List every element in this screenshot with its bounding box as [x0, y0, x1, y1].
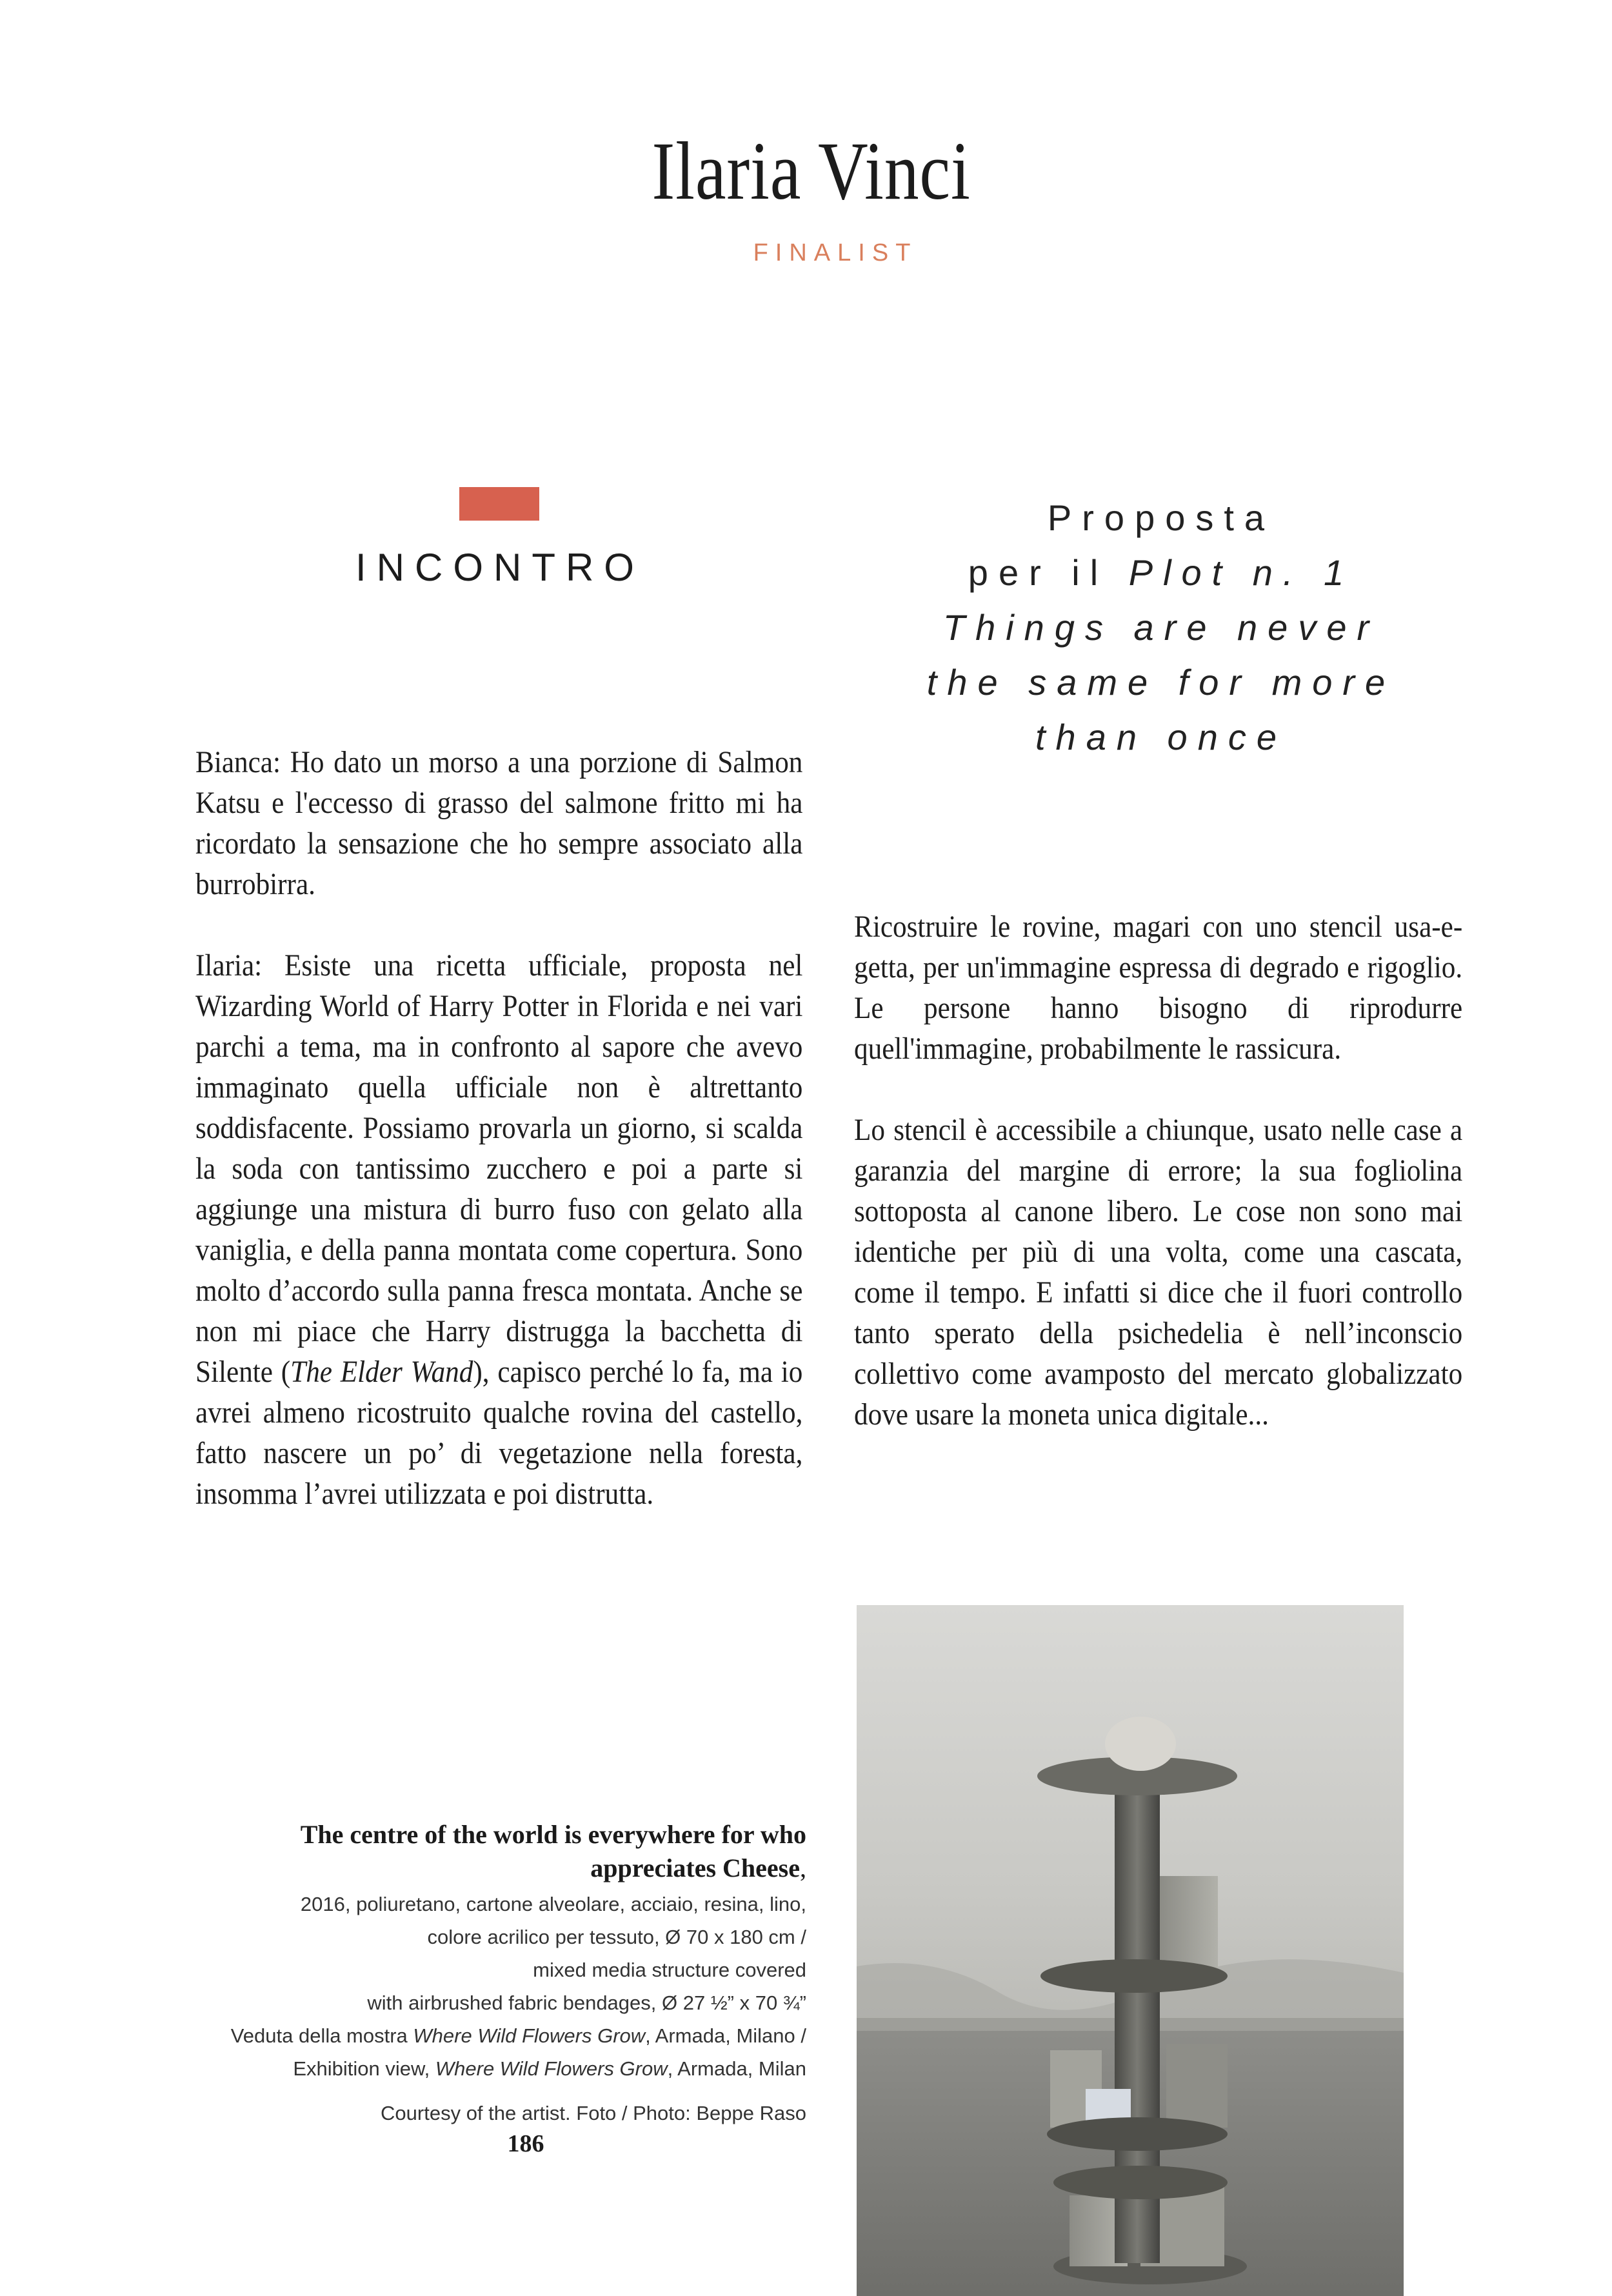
- proposal-line-2-prefix: per il: [968, 552, 1129, 593]
- proposal-text: [854, 906, 1462, 1475]
- caption-line-5: [206, 2019, 806, 2052]
- caption-line-5-suffix: , Armada, Milano /: [645, 2024, 806, 2047]
- paragraph-stencil: Lo stencil è accessibile a chiunque, usato nelle case a garanzia del margine di errore; la sua fogliolina sottoposta al canone libero. Le cose non sono mai identiche per più di una volta, come una cascata, come il tempo. E infatti si dice che il fuori controllo tanto sperato della psichedelia è nell’inconscio collettivo come avamposto del mercato globalizzato dove usare la moneta unica digitale...: [854, 1113, 1463, 1432]
- artist-name: Ilaria Vinci: [652, 125, 971, 217]
- caption-line-5-prefix: Veduta della mostra: [230, 2024, 413, 2047]
- upper-box-1: [1160, 1876, 1218, 1973]
- artwork-caption: [206, 1818, 806, 2130]
- paragraph-bianca: Bianca: Ho dato un morso a una porzione di Salmon Katsu e l'eccesso di grasso del salmone fritto mi ha ricordato la sensazione che ho sempre associato alla burrobirra.: [195, 745, 803, 901]
- caption-line-4: with airbrushed fabric bendages, Ø 27 ½” x 70 ¾”: [367, 1992, 806, 2014]
- caption-title-suffix: ,: [800, 1853, 806, 1882]
- page-number: 186: [507, 2130, 544, 2157]
- proposal-line-4: the same for more: [926, 662, 1396, 703]
- caption-line-3: mixed media structure covered: [533, 1959, 806, 1981]
- upper-disc: [1040, 1959, 1228, 1993]
- proposal-line-5: than once: [1035, 717, 1287, 757]
- paragraph-ilaria-part-1: Ilaria: Esiste una ricetta ufficiale, proposta nel Wizarding World of Harry Potter in Florida e nei vari parchi a tema, ma in confronto al sapore che avevo immaginato quella ufficiale non è altrettanto soddisfacente. Possiamo provarla un giorno, si scalda la soda con tantissimo zucchero e poi a parte si aggiunge una mistura di burro fuso con gelato alla vaniglia, e della panna montata come copertura. Sono molto d’accordo sulla panna fresca montata. Anche se non mi piace che Harry distrugga la bacchetta di Silente (: [195, 948, 803, 1389]
- proposal-line-1: Proposta: [1047, 497, 1275, 538]
- caption-title-text: The centre of the world is everywhere for who appreciates Cheese: [300, 1820, 806, 1882]
- proposal-line-3: Things are never: [942, 607, 1380, 648]
- proposal-plot-number: Plot n. 1: [1128, 552, 1355, 593]
- dialogue-text: [195, 742, 802, 1555]
- middle-disc: [1047, 2117, 1228, 2151]
- accent-bar: [459, 487, 539, 521]
- exhibition-title-en: Where Wild Flowers Grow: [435, 2057, 668, 2080]
- caption-title: [206, 1818, 806, 1885]
- paragraph-ricostruire: Ricostruire le rovine, magari con uno stencil usa-e-getta, per un'immagine espressa di degrado e rigoglio. Le persone hanno bisogno di riprodurre quell'immagine, probabilmente le rassicura.: [854, 910, 1463, 1066]
- cheese-piece: [1105, 1717, 1176, 1771]
- proposal-line-2: [855, 545, 1468, 600]
- mid-box-2: [1166, 2044, 1228, 2128]
- caption-line-1: 2016, poliuretano, cartone alveolare, acciaio, resina, lino,: [300, 1893, 806, 1915]
- paragraph-ilaria: [195, 945, 802, 1514]
- proposal-title: [855, 490, 1468, 764]
- lower-disc: [1053, 2166, 1228, 2199]
- caption-line-2: colore acrilico per tessuto, Ø 70 x 180 cm /: [427, 1926, 806, 1948]
- exhibition-title: Where Wild Flowers Grow: [413, 2024, 646, 2047]
- section-heading-incontro: INCONTRO: [355, 546, 644, 589]
- photo-credit: Courtesy of the artist. Foto / Photo: Beppe Raso: [381, 2102, 806, 2124]
- book-title: The Elder Wand: [290, 1355, 473, 1389]
- caption-line-6-suffix: , Armada, Milan: [667, 2057, 806, 2080]
- caption-line-6-prefix: Exhibition view,: [293, 2057, 435, 2080]
- paragraph-ilaria-part-2: ), capisco perché lo fa, ma io avrei almeno ricostruito qualche rovina del castello, fatto nascere un po’ di vegetazione nella foresta, insomma l’avrei utilizzata e poi distrutta.: [195, 1355, 803, 1511]
- caption-line-6: [206, 2052, 806, 2085]
- artwork-photo: [857, 1605, 1404, 2296]
- finalist-label: FINALIST: [753, 239, 918, 266]
